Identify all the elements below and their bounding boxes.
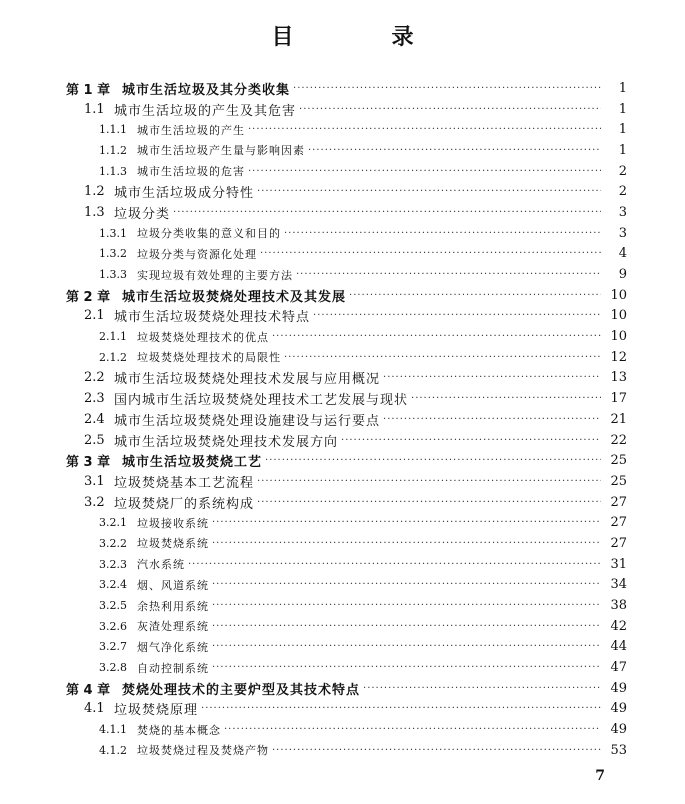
toc-entry-title: 垃圾焚烧原理	[114, 703, 199, 719]
toc-entry-page: 49	[610, 722, 627, 738]
toc-entry-title: 国内城市生活垃圾焚烧处理技术工艺发展与现状	[114, 393, 409, 409]
toc-dot-leader	[284, 228, 601, 239]
toc-dot-leader	[296, 269, 601, 280]
toc-section-entry	[0, 471, 685, 492]
toc-entry-title: 城市生活垃圾焚烧处理技术特点	[114, 310, 311, 326]
toc-entry-page: 27	[610, 535, 627, 551]
toc-entry-title: 垃圾分类	[114, 206, 171, 222]
toc-section-entry	[0, 388, 685, 409]
toc-entry-title: 焚烧处理技术的主要炉型及其技术特点	[122, 682, 361, 698]
toc-dot-leader	[212, 517, 601, 528]
toc-entry-page: 42	[610, 618, 627, 634]
toc-dot-leader	[201, 703, 601, 714]
toc-section-entry	[0, 99, 685, 120]
toc-entry-page: 1	[618, 101, 627, 117]
toc-subsection-entry	[0, 264, 685, 285]
toc-entry-number: 1.1	[84, 101, 105, 117]
toc-entry-number: 1.2	[84, 184, 105, 200]
toc-entry-title: 垃圾焚烧过程及焚烧产物	[137, 744, 269, 758]
toc-entry-number: 2.1.1	[99, 330, 127, 344]
toc-dot-leader	[173, 207, 601, 218]
toc-dot-leader	[308, 145, 601, 156]
toc-entry-page: 25	[610, 473, 627, 489]
toc-entry-page: 49	[610, 680, 627, 696]
toc-subsection-entry	[0, 347, 685, 368]
toc-subsection-entry	[0, 657, 685, 678]
toc-section-entry	[0, 202, 685, 223]
toc-entry-page: 27	[610, 515, 627, 531]
toc-dot-leader	[212, 600, 601, 611]
toc-dot-leader	[299, 104, 601, 115]
table-of-contents	[0, 78, 685, 761]
toc-entry-title: 城市生活垃圾的产生及其危害	[114, 103, 297, 119]
toc-subsection-entry	[0, 140, 685, 161]
toc-entry-page: 21	[610, 411, 627, 427]
toc-entry-page: 17	[610, 391, 627, 407]
toc-entry-number: 1.1.1	[99, 123, 127, 137]
toc-entry-title: 实现垃圾有效处理的主要方法	[137, 268, 293, 282]
toc-entry-page: 10	[610, 308, 627, 324]
toc-entry-number: 3.2.6	[99, 619, 127, 633]
toc-entry-page: 44	[610, 639, 627, 655]
toc-entry-title: 垃圾接收系统	[137, 516, 209, 530]
toc-entry-number: 3.2.5	[99, 599, 127, 613]
toc-subsection-entry	[0, 512, 685, 533]
toc-entry-title: 烟气净化系统	[137, 640, 209, 654]
toc-entry-page: 2	[618, 184, 627, 200]
toc-dot-leader	[349, 290, 601, 301]
toc-entry-number: 3.2.8	[99, 661, 127, 675]
toc-dot-leader	[272, 745, 601, 756]
toc-entry-page: 49	[610, 701, 627, 717]
toc-dot-leader	[212, 621, 601, 632]
toc-entry-title: 焚烧的基本概念	[137, 723, 221, 737]
toc-entry-page: 25	[610, 453, 627, 469]
toc-entry-number: 2.5	[84, 432, 105, 448]
toc-entry-number: 3.2.7	[99, 640, 127, 654]
toc-entry-title: 自动控制系统	[137, 661, 209, 675]
toc-subsection-entry	[0, 637, 685, 658]
toc-entry-title: 余热利用系统	[137, 599, 209, 613]
toc-subsection-entry	[0, 740, 685, 761]
toc-entry-title: 城市生活垃圾的危害	[137, 165, 245, 179]
toc-section-entry	[0, 368, 685, 389]
toc-entry-title: 城市生活垃圾焚烧工艺	[122, 455, 263, 471]
toc-dot-leader	[212, 579, 601, 590]
toc-dot-leader	[188, 559, 601, 570]
toc-subsection-entry	[0, 595, 685, 616]
toc-entry-number: 3.2	[84, 494, 105, 510]
toc-chapter-entry	[0, 678, 685, 699]
toc-section-entry	[0, 181, 685, 202]
toc-subsection-entry	[0, 616, 685, 637]
toc-entry-number: 1.1.2	[99, 143, 127, 157]
toc-subsection-entry	[0, 223, 685, 244]
toc-entry-title: 城市生活垃圾焚烧处理技术发展方向	[114, 434, 339, 450]
toc-chapter-entry	[0, 285, 685, 306]
toc-entry-number: 3.1	[84, 473, 105, 489]
toc-entry-page: 12	[610, 349, 627, 365]
toc-dot-leader	[224, 724, 601, 735]
toc-entry-number: 2.3	[84, 391, 105, 407]
toc-entry-page: 10	[610, 287, 627, 303]
toc-entry-page: 1	[618, 142, 627, 158]
toc-entry-number: 第 2 章	[66, 289, 111, 305]
toc-section-entry	[0, 492, 685, 513]
toc-entry-page: 47	[610, 660, 627, 676]
toc-entry-title: 垃圾焚烧基本工艺流程	[114, 475, 255, 491]
toc-subsection-entry	[0, 719, 685, 740]
toc-dot-leader	[212, 538, 601, 549]
toc-entry-page: 27	[610, 494, 627, 510]
toc-dot-leader	[363, 683, 601, 694]
toc-entry-page: 3	[618, 225, 627, 241]
toc-entry-number: 3.2.3	[99, 557, 127, 571]
toc-entry-number: 2.2	[84, 370, 105, 386]
toc-dot-leader	[248, 166, 601, 177]
toc-entry-page: 10	[610, 329, 627, 345]
toc-chapter-entry	[0, 78, 685, 99]
toc-subsection-entry	[0, 554, 685, 575]
toc-entry-number: 4.1.1	[99, 723, 127, 737]
toc-dot-leader	[248, 124, 601, 135]
toc-entry-number: 3.2.1	[99, 516, 127, 530]
toc-dot-leader	[260, 248, 601, 259]
toc-entry-title: 城市生活垃圾产生量与影响因素	[137, 144, 305, 158]
toc-entry-title: 垃圾焚烧厂的系统构成	[114, 496, 255, 512]
toc-entry-title: 垃圾分类与资源化处理	[137, 247, 257, 261]
toc-dot-leader	[257, 186, 601, 197]
toc-entry-title: 垃圾焚烧处理技术的优点	[137, 330, 269, 344]
toc-dot-leader	[212, 641, 601, 652]
toc-entry-page: 34	[610, 577, 627, 593]
toc-entry-number: 2.1.2	[99, 350, 127, 364]
toc-subsection-entry	[0, 533, 685, 554]
toc-entry-title: 城市生活垃圾及其分类收集	[122, 82, 291, 98]
toc-dot-leader	[383, 372, 601, 383]
page-number: 7	[595, 768, 605, 784]
toc-dot-leader	[284, 352, 601, 363]
toc-dot-leader	[341, 435, 601, 446]
toc-entry-number: 第 1 章	[66, 82, 111, 98]
toc-entry-page: 31	[610, 556, 627, 572]
toc-entry-page: 1	[618, 122, 627, 138]
toc-entry-title: 垃圾分类收集的意义和目的	[137, 227, 281, 241]
toc-entry-page: 38	[610, 598, 627, 614]
toc-entry-number: 4.1	[84, 701, 105, 717]
toc-entry-page: 3	[618, 204, 627, 220]
toc-subsection-entry	[0, 575, 685, 596]
toc-entry-title: 城市生活垃圾成分特性	[114, 186, 255, 202]
toc-entry-number: 2.4	[84, 411, 105, 427]
toc-subsection-entry	[0, 244, 685, 265]
toc-entry-number: 第 4 章	[66, 682, 111, 698]
toc-entry-number: 3.2.2	[99, 536, 127, 550]
toc-subsection-entry	[0, 161, 685, 182]
toc-chapter-entry	[0, 450, 685, 471]
toc-entry-title: 城市生活垃圾的产生	[137, 123, 245, 137]
toc-entry-number: 2.1	[84, 308, 105, 324]
toc-entry-number: 1.3.1	[99, 226, 127, 240]
toc-subsection-entry	[0, 326, 685, 347]
toc-dot-leader	[212, 662, 601, 673]
toc-section-entry	[0, 699, 685, 720]
toc-entry-title: 灰渣处理系统	[137, 620, 209, 634]
toc-entry-page: 53	[610, 742, 627, 758]
toc-entry-title: 城市生活垃圾焚烧处理设施建设与运行要点	[114, 413, 381, 429]
toc-section-entry	[0, 306, 685, 327]
toc-dot-leader	[272, 331, 601, 342]
toc-entry-page: 1	[618, 80, 627, 96]
toc-entry-page: 9	[618, 267, 627, 283]
toc-dot-leader	[313, 310, 601, 321]
toc-entry-title: 烟、风道系统	[137, 578, 209, 592]
toc-entry-title: 城市生活垃圾焚烧处理技术及其发展	[122, 289, 347, 305]
toc-section-entry	[0, 409, 685, 430]
toc-entry-page: 2	[618, 163, 627, 179]
toc-dot-leader	[293, 83, 601, 94]
toc-entry-title: 汽水系统	[137, 558, 185, 572]
toc-entry-title: 垃圾焚烧系统	[137, 537, 209, 551]
toc-entry-number: 3.2.4	[99, 578, 127, 592]
toc-section-entry	[0, 430, 685, 451]
toc-entry-page: 4	[618, 246, 627, 262]
toc-entry-title: 城市生活垃圾焚烧处理技术发展与应用概况	[114, 372, 381, 388]
toc-dot-leader	[411, 393, 601, 404]
toc-entry-page: 13	[610, 370, 627, 386]
toc-entry-number: 4.1.2	[99, 743, 127, 757]
toc-entry-title: 垃圾焚烧处理技术的局限性	[137, 351, 281, 365]
toc-subsection-entry	[0, 119, 685, 140]
toc-dot-leader	[265, 455, 601, 466]
toc-dot-leader	[257, 497, 601, 508]
toc-dot-leader	[257, 476, 601, 487]
toc-entry-page: 22	[610, 432, 627, 448]
toc-dot-leader	[383, 414, 601, 425]
toc-entry-number: 1.3.3	[99, 268, 127, 282]
toc-entry-number: 1.3	[84, 204, 105, 220]
toc-entry-number: 1.1.3	[99, 164, 127, 178]
toc-entry-number: 第 3 章	[66, 455, 111, 471]
toc-entry-number: 1.3.2	[99, 247, 127, 261]
page-title: 目 录	[271, 25, 452, 50]
